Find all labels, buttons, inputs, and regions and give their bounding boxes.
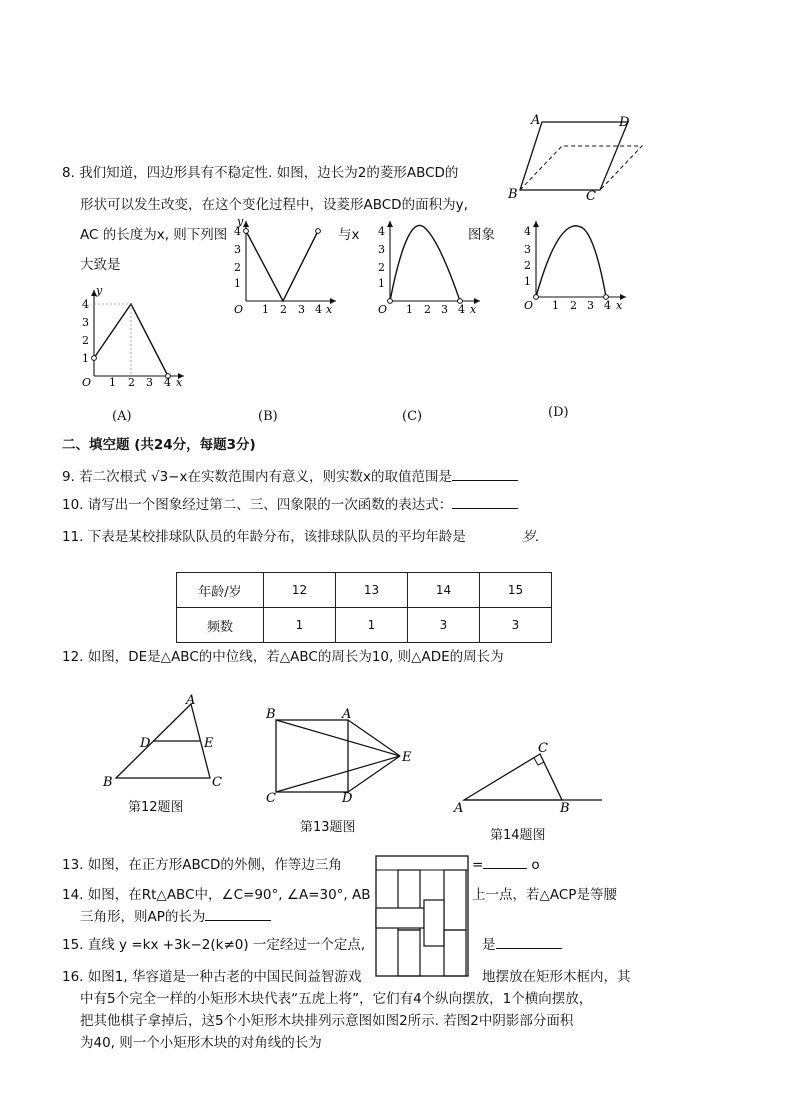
q14-line1b: 上一点，若△ACP是等腰 <box>472 887 617 903</box>
option-b-label: (B) <box>258 409 278 424</box>
svg-text:3: 3 <box>524 243 531 256</box>
q8-line2: 形状可以发生改变，在这个变化过程中，设菱形ABCD的面积为y, <box>80 197 468 213</box>
q16-line2: 中有5个完全一样的小矩形木块代表“五虎上将”，它们有4个纵向摆放，1个横向摆放， <box>80 991 593 1007</box>
svg-text:C: C <box>266 791 276 806</box>
svg-text:2: 2 <box>82 334 89 347</box>
caption-fig13: 第13题图 <box>300 820 356 835</box>
table-row <box>177 573 552 608</box>
q13: 13. 如图，在正方形ABCD的外侧，作等边三角 <box>62 857 342 873</box>
option-c-label: (C) <box>402 409 423 424</box>
svg-text:A: A <box>186 693 196 708</box>
svg-text:O: O <box>524 299 534 312</box>
table-row <box>177 608 552 643</box>
table-cell: 1 <box>264 608 336 643</box>
age-table <box>176 572 552 643</box>
svg-text:B: B <box>266 707 276 722</box>
svg-text:D: D <box>140 736 151 751</box>
svg-text:1: 1 <box>82 352 89 365</box>
figure-14 <box>450 738 610 818</box>
svg-text:2: 2 <box>378 261 385 274</box>
q8-line3b: 与x <box>338 227 360 243</box>
label-C: C <box>586 189 596 204</box>
svg-text:4: 4 <box>458 303 465 316</box>
table-cell: 13 <box>336 573 408 608</box>
svg-text:x: x <box>616 299 623 312</box>
svg-text:1: 1 <box>552 299 559 312</box>
svg-text:O: O <box>234 303 244 316</box>
svg-text:2: 2 <box>424 303 431 316</box>
q15-blank[interactable] <box>496 934 562 949</box>
q12: 12. 如图，DE是△ABC的中位线，若△ABC的周长为10, 则△ADE的周长为 <box>62 649 504 665</box>
graph-option-d <box>520 215 630 319</box>
q14-line1: 14. 如图，在Rt△ABC中，∠C=90°, ∠A=30°, AB <box>62 887 371 903</box>
svg-text:1: 1 <box>378 277 385 290</box>
caption-fig12: 第12题图 <box>128 800 184 815</box>
q11: 11. 下表是某校排球队队员的年龄分布，该排球队队员的平均年龄是 岁. <box>62 529 540 545</box>
caption-fig14: 第14题图 <box>490 828 546 843</box>
table-cell: 年龄/岁 <box>177 573 264 608</box>
q15: 15. 直线 y =kx +3k−2(k≠0) 一定经过一个定点, <box>62 937 366 953</box>
svg-text:3: 3 <box>82 316 89 329</box>
svg-text:4: 4 <box>604 299 611 312</box>
svg-text:2: 2 <box>524 259 531 272</box>
svg-text:3: 3 <box>298 303 305 316</box>
svg-text:4: 4 <box>378 225 385 238</box>
q14-blank[interactable] <box>205 906 271 921</box>
svg-text:2: 2 <box>280 303 287 316</box>
table-cell: 1 <box>336 608 408 643</box>
q14-line2: 三角形，则AP的长为 <box>80 906 271 928</box>
svg-text:2: 2 <box>234 261 241 274</box>
svg-text:A: A <box>454 801 464 816</box>
svg-text:4: 4 <box>524 225 531 238</box>
svg-text:1: 1 <box>109 376 116 388</box>
svg-text:3: 3 <box>146 376 153 388</box>
q10-blank[interactable] <box>452 494 518 509</box>
svg-text:A: A <box>342 707 352 722</box>
svg-text:2: 2 <box>128 376 135 388</box>
svg-text:O: O <box>378 303 388 316</box>
q15-tail: 是 <box>482 934 562 956</box>
svg-text:D: D <box>342 791 353 806</box>
rhombus-figure <box>500 110 645 205</box>
q8-line1: 8. 我们知道，四边形具有不稳定性. 如图，边长为2的菱形ABCD的 <box>62 165 459 181</box>
svg-text:E: E <box>402 750 412 765</box>
svg-text:1: 1 <box>262 303 269 316</box>
svg-text:4: 4 <box>82 298 89 311</box>
q16-line1b: 地摆放在矩形木框内，其 <box>482 969 631 985</box>
svg-text:y: y <box>96 284 103 297</box>
svg-text:O: O <box>82 376 92 388</box>
figure-13 <box>262 704 422 806</box>
svg-text:1: 1 <box>524 275 531 288</box>
graph-option-c <box>374 215 484 319</box>
figure-12 <box>98 692 228 792</box>
graph-option-a <box>78 284 188 388</box>
svg-text:x: x <box>470 303 477 316</box>
svg-text:C: C <box>538 741 548 756</box>
section-heading: 二、填空题 (共24分，每题3分) <box>62 437 256 453</box>
q16-line3: 把其他棋子拿掉后，这5个小矩形木块排列示意图如图2所示. 若图2中阴影部分面积 <box>80 1013 574 1029</box>
huarongdao-figure <box>372 852 472 980</box>
graph-option-b <box>230 215 340 319</box>
q8-line3a: AC 的长度为x, 则下列图 <box>80 227 228 243</box>
q8-line3c: 图象 <box>468 227 495 243</box>
svg-text:B: B <box>103 775 113 790</box>
svg-text:1: 1 <box>234 277 241 290</box>
label-B: B <box>508 187 518 202</box>
label-A: A <box>531 113 541 128</box>
svg-text:4: 4 <box>234 225 241 238</box>
q9-blank[interactable] <box>452 466 518 481</box>
svg-text:3: 3 <box>587 299 594 312</box>
svg-text:4: 4 <box>315 303 322 316</box>
q16-line1a: 16. 如图1, 华容道是一种古老的中国民间益智游戏 <box>62 969 362 985</box>
q10: 10. 请写出一个图象经过第二、三、四象限的一次函数的表达式： <box>62 494 518 516</box>
table-cell: 频数 <box>177 608 264 643</box>
svg-text:4: 4 <box>164 376 171 388</box>
svg-text:B: B <box>560 801 570 816</box>
svg-text:x: x <box>326 303 333 316</box>
svg-text:x: x <box>176 376 183 388</box>
svg-text:C: C <box>212 775 222 790</box>
option-a-label: (A) <box>112 409 132 424</box>
svg-text:2: 2 <box>570 299 577 312</box>
svg-text:y: y <box>237 215 244 228</box>
q9: 9. 若二次根式 √3−x在实数范围内有意义，则实数x的取值范围是 <box>62 466 518 488</box>
q16-line4: 为40, 则一个小矩形木块的对角线的长为 <box>80 1035 322 1051</box>
table-cell: 3 <box>408 608 480 643</box>
svg-text:1: 1 <box>406 303 413 316</box>
table-cell: 3 <box>480 608 552 643</box>
svg-text:3: 3 <box>234 243 241 256</box>
option-d-label: (D) <box>548 405 569 420</box>
svg-text:3: 3 <box>378 243 385 256</box>
table-cell: 12 <box>264 573 336 608</box>
q8-line4: 大致是 <box>80 257 121 273</box>
svg-text:E: E <box>204 736 214 751</box>
q13-tail: = o <box>472 854 540 876</box>
q13-blank[interactable] <box>483 854 527 869</box>
label-D: D <box>619 115 630 130</box>
table-cell: 15 <box>480 573 552 608</box>
table-cell: 14 <box>408 573 480 608</box>
svg-text:3: 3 <box>441 303 448 316</box>
